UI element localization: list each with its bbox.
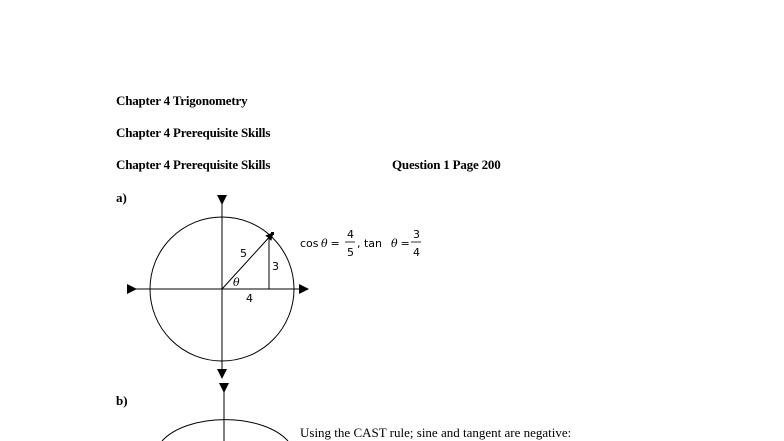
angle-label: θ <box>233 276 240 289</box>
prerequisite-heading-2: Chapter 4 Prerequisite Skills <box>116 157 271 172</box>
unit-circle-figure-a <box>136 204 308 378</box>
hypotenuse-label: 5 <box>240 247 247 260</box>
circle-b-top <box>162 420 288 441</box>
terminal-point <box>271 232 274 235</box>
cos-prefix: cos <box>300 237 319 250</box>
part-b-text: Using the CAST rule; sine and tangent are negative: <box>300 425 572 440</box>
theta-symbol-2: θ <box>391 237 398 250</box>
equals-sign-2: = <box>397 237 414 250</box>
tan-separator: , tan <box>357 237 386 250</box>
prerequisite-heading: Chapter 4 Prerequisite Skills <box>116 125 271 140</box>
part-b-label: b) <box>116 393 128 408</box>
part-a-label: a) <box>116 190 127 205</box>
cos-numerator: 4 <box>347 228 354 241</box>
question-reference: Question 1 Page 200 <box>392 157 501 172</box>
adjacent-label: 4 <box>246 292 253 305</box>
unit-circle-figure-b <box>162 392 288 441</box>
hypotenuse-arrow <box>222 233 273 289</box>
cos-denominator: 5 <box>347 246 354 259</box>
equals-sign: = <box>327 237 344 250</box>
trig-ratios-formula <box>300 228 421 259</box>
tan-denominator: 4 <box>413 246 420 259</box>
tan-numerator: 3 <box>413 228 420 241</box>
opposite-label: 3 <box>272 260 279 273</box>
chapter-title: Chapter 4 Trigonometry <box>116 93 248 108</box>
theta-symbol: θ <box>321 237 328 250</box>
